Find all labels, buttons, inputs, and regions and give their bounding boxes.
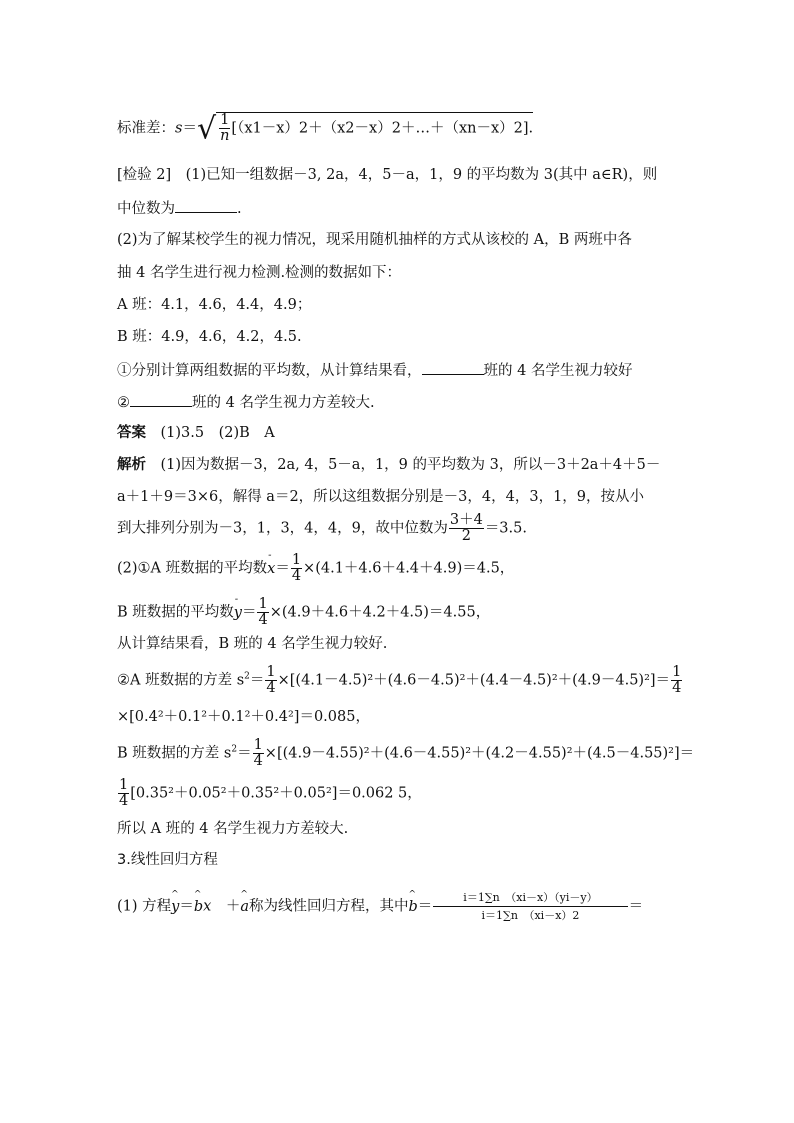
answer-line bbox=[117, 426, 275, 441]
period: . bbox=[237, 201, 242, 217]
mean-a-label: (2)①A 班数据的平均数 bbox=[117, 560, 268, 577]
frac-num: i＝1∑n （xi－x）（yi－y） bbox=[433, 892, 627, 907]
std-symbol: s bbox=[175, 120, 183, 137]
equals-sign: ＝ bbox=[417, 898, 433, 915]
equals-sign: ＝ bbox=[249, 672, 265, 689]
quarter-fraction bbox=[671, 665, 682, 696]
analysis-line9 bbox=[117, 738, 694, 769]
y-bar: - y bbox=[234, 606, 242, 621]
frac-den bbox=[219, 129, 230, 144]
frac-den: i＝1∑n （xi－x）2 bbox=[481, 908, 580, 922]
frac-den: 4 bbox=[291, 568, 302, 585]
var-a-calc: ×[(4.1－4.5)²＋(4.6－4.5)²＋(4.4－4.5)²＋(4.9－4.5)²]＝ bbox=[277, 672, 671, 689]
regression-text: (1) 方程 bbox=[117, 898, 172, 915]
regression-text-2: 称为线性回归方程，其中 bbox=[249, 898, 409, 915]
analysis-line2: a＋1＋9＝3×6，解得 a＝2，所以这组数据分别是－3，4，4，3，1，9，按从小 bbox=[117, 489, 645, 505]
analysis-label: 解析 bbox=[117, 456, 146, 473]
frac-num: 1 bbox=[291, 552, 302, 568]
x-symbol: x bbox=[203, 898, 212, 915]
analysis-line8: ×[0.4²＋0.1²＋0.1²＋0.4²]＝0.085， bbox=[117, 709, 370, 725]
plus-sign: ＋ bbox=[225, 898, 241, 915]
section-3-title: 3.线性回归方程 bbox=[117, 852, 218, 868]
class-b-data: B 班：4.9，4.6，4.2，4.5. bbox=[117, 329, 302, 345]
mean-b-calc: ×(4.9＋4.6＋4.2＋4.5)＝4.55， bbox=[269, 604, 491, 621]
equals-sign: ＝ bbox=[237, 745, 252, 762]
analysis-line11: 所以 A 班的 4 名学生视力方差较大. bbox=[117, 821, 349, 837]
std-body: [（x1－x）2＋（x2－x）2＋…＋（xn－x）2]. bbox=[231, 120, 534, 137]
analysis-line4 bbox=[117, 553, 514, 584]
answer-label: 答案 bbox=[117, 424, 146, 441]
analysis-line5 bbox=[117, 597, 490, 628]
n-symbol: n bbox=[220, 128, 230, 145]
frac-num: 1 bbox=[119, 777, 129, 793]
check2-line2 bbox=[117, 200, 242, 217]
sqrt-icon: √ bbox=[196, 111, 217, 147]
quarter-fraction bbox=[118, 778, 129, 809]
std-label: 标准差： bbox=[117, 120, 175, 137]
q1-text: ①分别计算两组数据的平均数，从计算结果看， bbox=[117, 363, 422, 379]
answer-blank-2 bbox=[422, 362, 484, 375]
equals-sign: ＝ bbox=[182, 120, 197, 137]
x-bar: - x bbox=[267, 562, 275, 577]
equals-sign: ＝ bbox=[275, 560, 290, 577]
frac-den: 4 bbox=[119, 793, 129, 810]
frac-den: 4 bbox=[258, 612, 268, 629]
analysis-text-3: 到大排列分别为－3，1，3，4，4，9，故中位数为 bbox=[117, 520, 448, 537]
superscript: 2 bbox=[231, 744, 238, 755]
equals-sign: ＝ bbox=[179, 898, 194, 915]
check2-line1: [检验 2] (1)已知一组数据－3, 2a，4，5－a，1，9 的平均数为 3(其中 a∈R)，则 bbox=[117, 167, 658, 183]
var-b-label: B 班数据的方差 s bbox=[117, 745, 232, 762]
frac-num: 1 bbox=[672, 664, 682, 680]
answer-blank-1 bbox=[175, 200, 237, 213]
check2-question2 bbox=[117, 394, 375, 411]
var-a-label: ②A 班数据的方差 s bbox=[117, 672, 245, 689]
q2-tail: 班的 4 名学生视力方差较大. bbox=[192, 395, 375, 411]
quarter-fraction bbox=[291, 553, 302, 584]
frac-num: 1 bbox=[253, 737, 263, 753]
answer-blank-3 bbox=[130, 394, 192, 407]
std-formula bbox=[117, 112, 533, 145]
analysis-text-1: (1)因为数据－3，2a, 4，5－a，1，9 的平均数为 3，所以－3＋2a＋4＋5－ bbox=[160, 457, 661, 473]
frac-num: 3＋4 bbox=[449, 512, 483, 528]
equals-sign: ＝ bbox=[628, 898, 644, 915]
frac-num: 1 bbox=[258, 596, 268, 612]
frac-den: 4 bbox=[672, 680, 682, 697]
superscript: 2 bbox=[244, 671, 250, 682]
analysis-line3 bbox=[117, 513, 527, 544]
median-fraction bbox=[449, 513, 484, 544]
frac-den: 4 bbox=[253, 753, 263, 770]
var-b-calc: ×[(4.9－4.55)²＋(4.6－4.55)²＋(4.2－4.55)²＋(4.5－4.55)²]＝ bbox=[264, 745, 695, 762]
check2-line2-text: 中位数为 bbox=[117, 201, 175, 217]
quarter-fraction bbox=[253, 738, 264, 769]
q1-tail: 班的 4 名学生视力较好 bbox=[483, 363, 633, 379]
analysis-line6: 从计算结果看，B 班的 4 名学生视力较好. bbox=[117, 636, 388, 652]
analysis-line10 bbox=[117, 778, 422, 809]
b-hat: ^ b bbox=[409, 900, 418, 915]
mean-a-calc: ×(4.1＋4.6＋4.4＋4.9)＝4.5， bbox=[303, 560, 515, 577]
regression-line bbox=[117, 892, 643, 921]
median-result: ＝3.5. bbox=[484, 520, 527, 537]
answer-text: (1)3.5 (2)B A bbox=[160, 425, 275, 441]
frac-den: 4 bbox=[266, 680, 276, 697]
check2-line4: 抽 4 名学生进行视力检测.检测的数据如下： bbox=[117, 265, 402, 281]
one-over-n bbox=[219, 113, 230, 144]
class-a-data: A 班：4.1，4.6，4.4，4.9； bbox=[117, 297, 312, 313]
frac-num: 1 bbox=[266, 664, 276, 680]
var-b-result: [0.35²＋0.05²＋0.35²＋0.05²]＝0.062 5， bbox=[130, 785, 422, 802]
mean-b-label: B 班数据的平均数 bbox=[117, 604, 234, 621]
frac-den: 2 bbox=[461, 528, 471, 545]
analysis-line7 bbox=[117, 665, 683, 696]
y-hat: ^ y bbox=[171, 900, 179, 915]
analysis-line1 bbox=[117, 458, 660, 473]
check2-line3: (2)为了解某校学生的视力情况，现采用随机抽样的方式从该校的 A，B 两班中各 bbox=[117, 232, 632, 248]
regression-fraction bbox=[433, 892, 627, 921]
b-hat: ^ b bbox=[194, 900, 203, 915]
a-hat: ^ a bbox=[240, 900, 249, 915]
equals-sign: ＝ bbox=[241, 604, 257, 621]
check2-question1 bbox=[117, 362, 632, 379]
quarter-fraction bbox=[265, 665, 276, 696]
radicand bbox=[216, 112, 533, 144]
q2-mark: ② bbox=[117, 395, 130, 411]
frac-num: 1 bbox=[220, 112, 230, 128]
quarter-fraction bbox=[257, 597, 268, 628]
